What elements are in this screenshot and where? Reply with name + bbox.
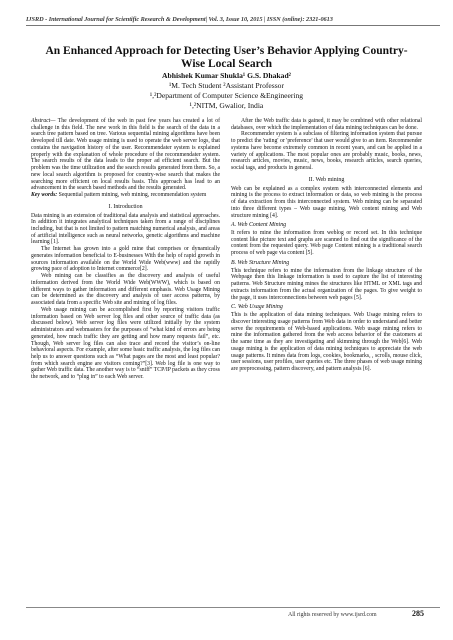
header-rule [26, 25, 440, 26]
right-paragraph-1: After the Web traffic data is gained, it may be combined with other relational databases, over which the implementation of data mining techniques can be done. [231, 118, 422, 131]
web-content-mining-paragraph: It refers to mine the information from weblog or record set. In this technique content like picture text and graphs are scanned to find out the significance of the content from the requested query. Web page Content mining is a traditional search process of web page via content [5]. [231, 230, 422, 257]
web-structure-mining-heading: B. Web Structure Mining [231, 259, 290, 266]
intro-paragraph-1: Data mining is an extension of traditional data analysis and statistical approaches. In addition it integrates analytical techniques taken from a range of disciplines including, but that is not limited to pattern matching numerical analysis, and areas of artificial intelligence such as neural networks, genetic algorithms and machine learning [1]. [31, 212, 220, 246]
abstract-text: The development of the web in past few years has created a lot of challenge in this field. The new work in this field is the search of the data in a search tree pattern based on tree. Various sequential mining algorithms have been developed till date. Web usage mining is used to operate the web server logs, that contains the navigation history of the user. Recommendater system is explained properly with the explanation of whole procedure of the recommendater system. The search results of the data leads to the proper ad efficient search. But the problem was the time utilization and the search results generated from them. So, a new local search algorithm is proposed for country-wise search that makes the searching more efficient on local results basis. This approach has lead to an advancement in the search based methods and the results generated. [31, 118, 220, 192]
journal-header: IJSRD - International Journal for Scientific Research & Development| Vol. 3, Issue 10, 2015 | ISSN (online): 2321-0613 [26, 16, 333, 23]
abstract-label: Abstract— [31, 118, 56, 124]
web-mining-paragraph: Web can be explained as a complex system with interconnected elements and mining is the process to extract information or data, so web mining is the process of data extraction from this interconnected system. Web mining can be separated into three different types – Web usage mining, Web content mining and Web structure mining [4]. [231, 185, 422, 219]
page-number: 285 [412, 609, 424, 618]
intro-paragraph-4: Web usage mining can be accomplished first by reporting visitors traffic information based on Web server log files and other source of traffic data (as discussed below). Web server log files were utilized initially by the system administrators and webmasters for the purposes of “what kind of errors are being generated, how much traffic they are getting and how many requests fail”, etc. Though, Web server log files can also trace and record the visitor’s on-line behavioral aspects. For example, after some basic traffic analysis, the log files can help us to answer questions such as “What pages are the most and least popular? from which search engine are visitors coming?”[3]. Web log file is one way to gather Web traffic data. The another way is to “sniff” TCP/IP packets as they cross the network, and to “plug in” to each Web server. [31, 306, 220, 381]
footer-rule [26, 607, 440, 608]
web-structure-mining-paragraph: This technique refers to mine the information from the linkage structure of the Webpage then this linkage information is used to capture the list of interesting patterns. Web Structure mining mines the structures like HTML or XML tags and extracts information from the actual organization of the pages. To give weight to the page, it uses interconnections between web pages [5]. [231, 267, 422, 301]
abstract [31, 118, 220, 192]
intro-paragraph-2: The Internet has grown into a gold mine that comprises or dynamically generates information beneficial to E-businesses With the help of rapid growth in sources information available on the World Wide Web(www) and the rapidly growing pace of adoption to Internet commerce[2]. [31, 246, 220, 273]
intro-paragraph-3: Web mining can be classifies as the discovery and analysis of useful information derived from the World Wide Web(WWW), which is based on different ways to gather information and different emphasis. Web Usage Mining can be determined as the discovery and analysis of user access patterns, by associated data from a specific Web site and mining of log files. [31, 273, 220, 307]
web-usage-mining-heading: C. Web Usage Mining [231, 304, 283, 311]
paper-title: An Enhanced Approach for Detecting User’s Behavior Applying Country-Wise Local Search [45, 45, 408, 70]
author-institute: ¹,²NITM, Gwalior, India [189, 101, 264, 110]
web-content-mining-heading: A. Web Content Mining [231, 222, 287, 229]
keywords-label: Key words: [31, 192, 58, 199]
right-column [231, 118, 422, 373]
paper-authors: Abhishek Kumar Shukla¹ G.S. Dhakad² [162, 71, 291, 80]
footer-rights: All rights reserved by www.ijsrd.com [288, 612, 377, 618]
intro-heading: I. Introduction [108, 203, 143, 210]
author-roles: ¹M. Tech Student ²Assistant Professor [168, 81, 285, 90]
web-usage-mining-paragraph: This is the application of data mining techniques. Web Usage mining refers to discover interesting usage patterns from Web data in order to understand and better serve the requirements of Web-based applications. Web usage mining refers to mine the information gathered from the web access behavior of the customers at the same time as they are investigating and skimming through the Web[6]. Web usage mining is the application of data mining techniques to appreciate the web usage patterns. It mines data from logs, cookies, bookmarks, , scrolls, mouse click, user sessions, user profiles, user queries etc. The three phases of web usage mining are preprocessing, pattern discovery, and pattern analysis [6]. [231, 312, 422, 372]
web-mining-heading: II. Web mining [308, 176, 345, 183]
keywords [31, 192, 220, 199]
author-department: ¹,²Department of Computer Science &Engineering [149, 91, 304, 100]
right-paragraph-2: Recommender system is a subclass of filtering information system that pursue to predict the 'rating' or 'preference' that user would give to an item. Recommender systems have become extremely common in recent years, and can be applied in a variety of applications. The most popular ones are probably music, books, news, research articles, movies, music, news, books, research articles, search queries, social tags, and products in general. [231, 131, 422, 172]
keywords-text: Sequential pattern mining, web mining, recommendation system [57, 192, 207, 199]
left-column [31, 118, 220, 381]
